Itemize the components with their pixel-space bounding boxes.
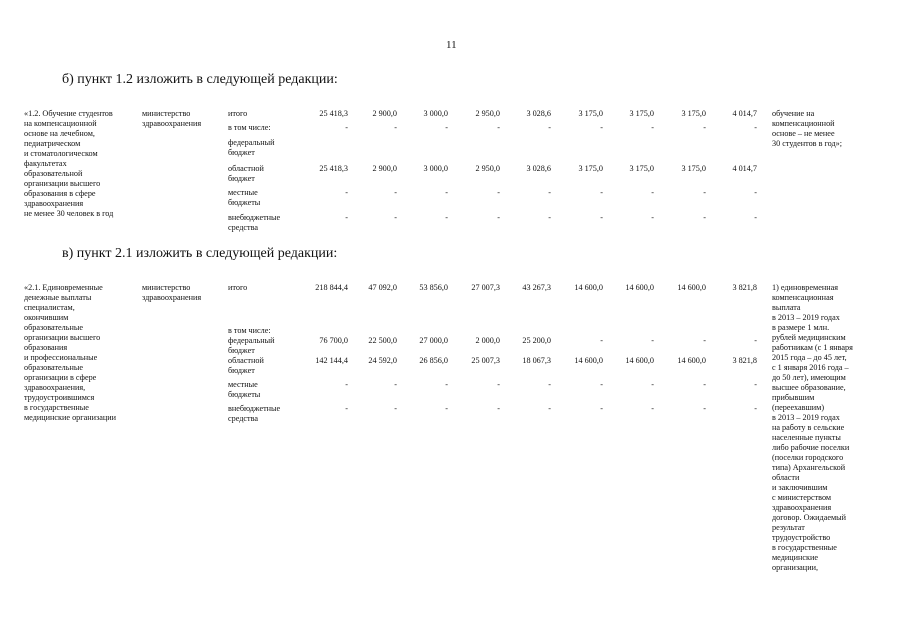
expected-result [772,283,853,573]
executor-line: здравоохранения [142,119,202,128]
expected-result-line: на работу в сельские [772,423,845,432]
expected-result-line: организации, [772,563,819,572]
value-cell: - [445,213,448,222]
expected-result-line: трудоустройство [772,533,831,542]
value-cell: - [497,123,500,132]
expected-result-line: в 2013 – 2019 годах [772,313,840,322]
funding-source-line: областной [228,164,264,173]
item-description-line: денежные выплаты [24,293,92,302]
expected-result-line: прибывшим [772,393,815,402]
value-cell: 14 600,0 [677,356,706,365]
value-cell: - [754,380,757,389]
expected-result-line: в государственные [772,543,837,552]
funding-source-line: внебюджетные [228,213,281,222]
item-description-line: и профессиональные [24,353,98,362]
expected-result-line: работникам (с 1 января [772,343,853,352]
funding-source-line: итого [228,109,248,118]
funding-source [228,164,264,184]
value-cell: 3 000,0 [423,109,448,118]
funding-source [228,283,247,293]
item-description-line: образовательные [24,363,83,372]
value-cell: 2 950,0 [475,109,500,118]
item-description-line: организации в сфере [24,373,97,382]
value-cell: - [445,380,448,389]
expected-result-line: типа) Архангельской [772,463,846,472]
value-cell: 3 175,0 [629,109,654,118]
value-cell: - [703,380,706,389]
funding-source [228,123,271,133]
value-cell: - [600,213,603,222]
executor [142,283,201,303]
value-cell: - [548,213,551,222]
value-cell: 3 175,0 [681,164,706,173]
item-description-line: не менее 30 человек в год [24,209,114,218]
value-cell: - [548,380,551,389]
item-description-line: здравоохранения, [24,383,86,392]
value-cell: 18 067,3 [522,356,551,365]
funding-source-line: бюджеты [228,390,261,399]
expected-result-line: обучение на [772,109,815,118]
value-cell: - [548,123,551,132]
value-cell: - [394,404,397,413]
item-description-line: «2.1. Единовременные [24,283,103,292]
expected-result-line: основе – не менее [772,129,835,138]
executor-line: министерство [142,109,191,118]
item-description-line: окончившим [24,313,69,322]
expected-result-line: с 1 января 2016 года – [772,363,849,372]
funding-source-line: бюджет [228,174,255,183]
value-cell: - [754,336,757,345]
expected-result-line: результат [772,523,805,532]
expected-result-line: медицинские [772,553,819,562]
funding-source-line: бюджеты [228,198,261,207]
value-cell: 25 418,3 [319,109,348,118]
item-description-line: здравоохранения [24,199,84,208]
funding-source-line: бюджет [228,148,255,157]
section-c-heading: в) пункт 2.1 изложить в следующей редакции: [62,246,338,261]
expected-result-line: либо рабочие поселки [772,443,850,452]
item-description-line: образования в сфере [24,189,96,198]
expected-result-line: высшее образование, [772,383,846,392]
value-cell: 3 175,0 [578,164,603,173]
value-cell: 26 856,0 [419,356,448,365]
expected-result-line: (поселки городского [772,453,844,462]
value-cell: - [497,213,500,222]
value-cell: - [651,188,654,197]
expected-result-line: области [772,473,800,482]
value-cell: 14 600,0 [677,283,706,292]
item-description-line: основе на лечебном, [24,129,95,138]
item-description-line: трудоустроившимся [24,393,95,402]
value-cell: 2 000,0 [475,336,500,345]
value-cell: - [345,213,348,222]
item-description-line: образовательные [24,323,83,332]
expected-result-line: в 2013 – 2019 годах [772,413,840,422]
value-cell: - [345,123,348,132]
value-cell: 43 267,3 [522,283,551,292]
value-cell: 3 175,0 [629,164,654,173]
value-cell: 53 856,0 [419,283,448,292]
expected-result-line: населенные пункты [772,433,841,442]
value-cell: - [394,213,397,222]
value-cell: - [497,380,500,389]
value-cell: - [703,404,706,413]
value-cell: - [394,380,397,389]
value-cell: - [600,123,603,132]
value-cell: - [754,123,757,132]
funding-source-line: местные [228,188,258,197]
item-description-line: организации высшего [24,179,101,188]
funding-source [228,404,280,424]
funding-source [228,213,280,233]
value-cell: - [703,336,706,345]
value-cell: - [703,213,706,222]
value-cell: 24 592,0 [368,356,397,365]
value-cell: 3 028,6 [526,164,551,173]
item-description-line: «1.2. Обучение студентов [24,109,113,118]
value-cell: 3 175,0 [578,109,603,118]
value-cell: - [600,380,603,389]
executor [142,109,201,129]
value-cell: 27 000,0 [419,336,448,345]
expected-result-line: 2015 года – до 45 лет, [772,353,847,362]
value-cell: 3 821,8 [732,356,757,365]
expected-result-line: до 50 лет), имеющим [772,373,846,382]
expected-result-line: в размере 1 млн. [772,323,830,332]
value-cell: - [445,188,448,197]
funding-source-line: бюджет [228,366,255,375]
item-description-line: специалистам, [24,303,75,312]
value-cell: - [548,188,551,197]
value-cell: - [345,404,348,413]
value-cell: 14 600,0 [625,283,654,292]
funding-source-line: местные [228,380,258,389]
page-number: 11 [446,39,457,51]
value-cell: 22 500,0 [368,336,397,345]
item-description-line: факультетах [24,159,67,168]
value-cell: - [754,404,757,413]
value-cell: - [651,404,654,413]
value-cell: - [345,188,348,197]
item-description-line: и стоматологическом [24,149,98,158]
funding-source [228,188,260,208]
value-cell: - [394,188,397,197]
funding-source [228,356,264,376]
value-cell: 2 900,0 [372,109,397,118]
funding-source-line: итого [228,283,248,292]
value-cell: - [600,336,603,345]
item-description-line: образовательной [24,169,83,178]
value-cell: 14 600,0 [574,356,603,365]
item-description-line: педиатрическом [24,139,81,148]
value-cell: 4 014,7 [732,109,757,118]
value-cell: - [548,404,551,413]
value-cell: - [651,123,654,132]
item-description-line: организации высшего [24,333,101,342]
item-description [24,109,113,219]
value-cell: 25 007,3 [471,356,500,365]
item-description-line: на компенсационной [24,119,97,128]
value-cell: - [394,123,397,132]
value-cell: - [345,380,348,389]
value-cell: 14 600,0 [574,283,603,292]
executor-line: здравоохранения [142,293,202,302]
funding-source-line: федеральный [228,138,275,147]
value-cell: 27 007,3 [471,283,500,292]
funding-source-line: федеральный [228,336,275,345]
funding-source [228,138,275,158]
expected-result-line: компенсационная [772,293,834,302]
value-cell: - [497,404,500,413]
funding-source-line: областной [228,356,264,365]
item-description-line: в государственные [24,403,89,412]
expected-result-line: рублей медицинским [772,333,846,342]
value-cell: 3 175,0 [681,109,706,118]
funding-source-line: бюджет [228,346,255,355]
expected-result-line: 30 студентов в год»; [772,139,843,148]
item-description [24,283,116,423]
expected-result-line: здравоохранения [772,503,832,512]
value-cell: - [754,188,757,197]
value-cell: 76 700,0 [319,336,348,345]
funding-source [228,109,247,119]
value-cell: - [703,188,706,197]
expected-result-line: и заключившим [772,483,828,492]
value-cell: 4 014,7 [732,164,757,173]
value-cell: 2 900,0 [372,164,397,173]
value-cell: 218 844,4 [315,283,348,292]
funding-source-line: внебюджетные [228,404,281,413]
section-b-heading: б) пункт 1.2 изложить в следующей редакции: [62,72,338,87]
item-description-line: медицинские организации [24,413,117,422]
value-cell: - [651,336,654,345]
value-cell: - [497,188,500,197]
expected-result-line: с министерством [772,493,832,502]
expected-result-line: выплата [772,303,801,312]
value-cell: - [651,213,654,222]
value-cell: 14 600,0 [625,356,654,365]
value-cell: 2 950,0 [475,164,500,173]
funding-source-line: в том числе: [228,326,271,335]
expected-result-line: (переехавшим) [772,403,825,412]
value-cell: - [600,188,603,197]
funding-source-line: средства [228,223,259,232]
value-cell: - [600,404,603,413]
value-cell: - [703,123,706,132]
value-cell: 47 092,0 [368,283,397,292]
funding-source [228,380,260,400]
value-cell: 3 028,6 [526,109,551,118]
value-cell: 25 200,0 [522,336,551,345]
value-cell: 3 000,0 [423,164,448,173]
value-cell: 25 418,3 [319,164,348,173]
item-description-line: образования [24,343,68,352]
expected-result [772,109,842,149]
funding-source-line: в том числе: [228,123,271,132]
expected-result-line: договор. Ожидаемый [772,513,847,522]
expected-result-line: 1) единовременная [772,283,838,292]
value-cell: - [651,380,654,389]
funding-source [228,326,275,356]
expected-result-line: компенсационной [772,119,835,128]
executor-line: министерство [142,283,191,292]
value-cell: - [445,123,448,132]
value-cell: 3 821,8 [732,283,757,292]
value-cell: - [445,404,448,413]
value-cell: - [754,213,757,222]
funding-source-line: средства [228,414,259,423]
value-cell: 142 144,4 [315,356,348,365]
